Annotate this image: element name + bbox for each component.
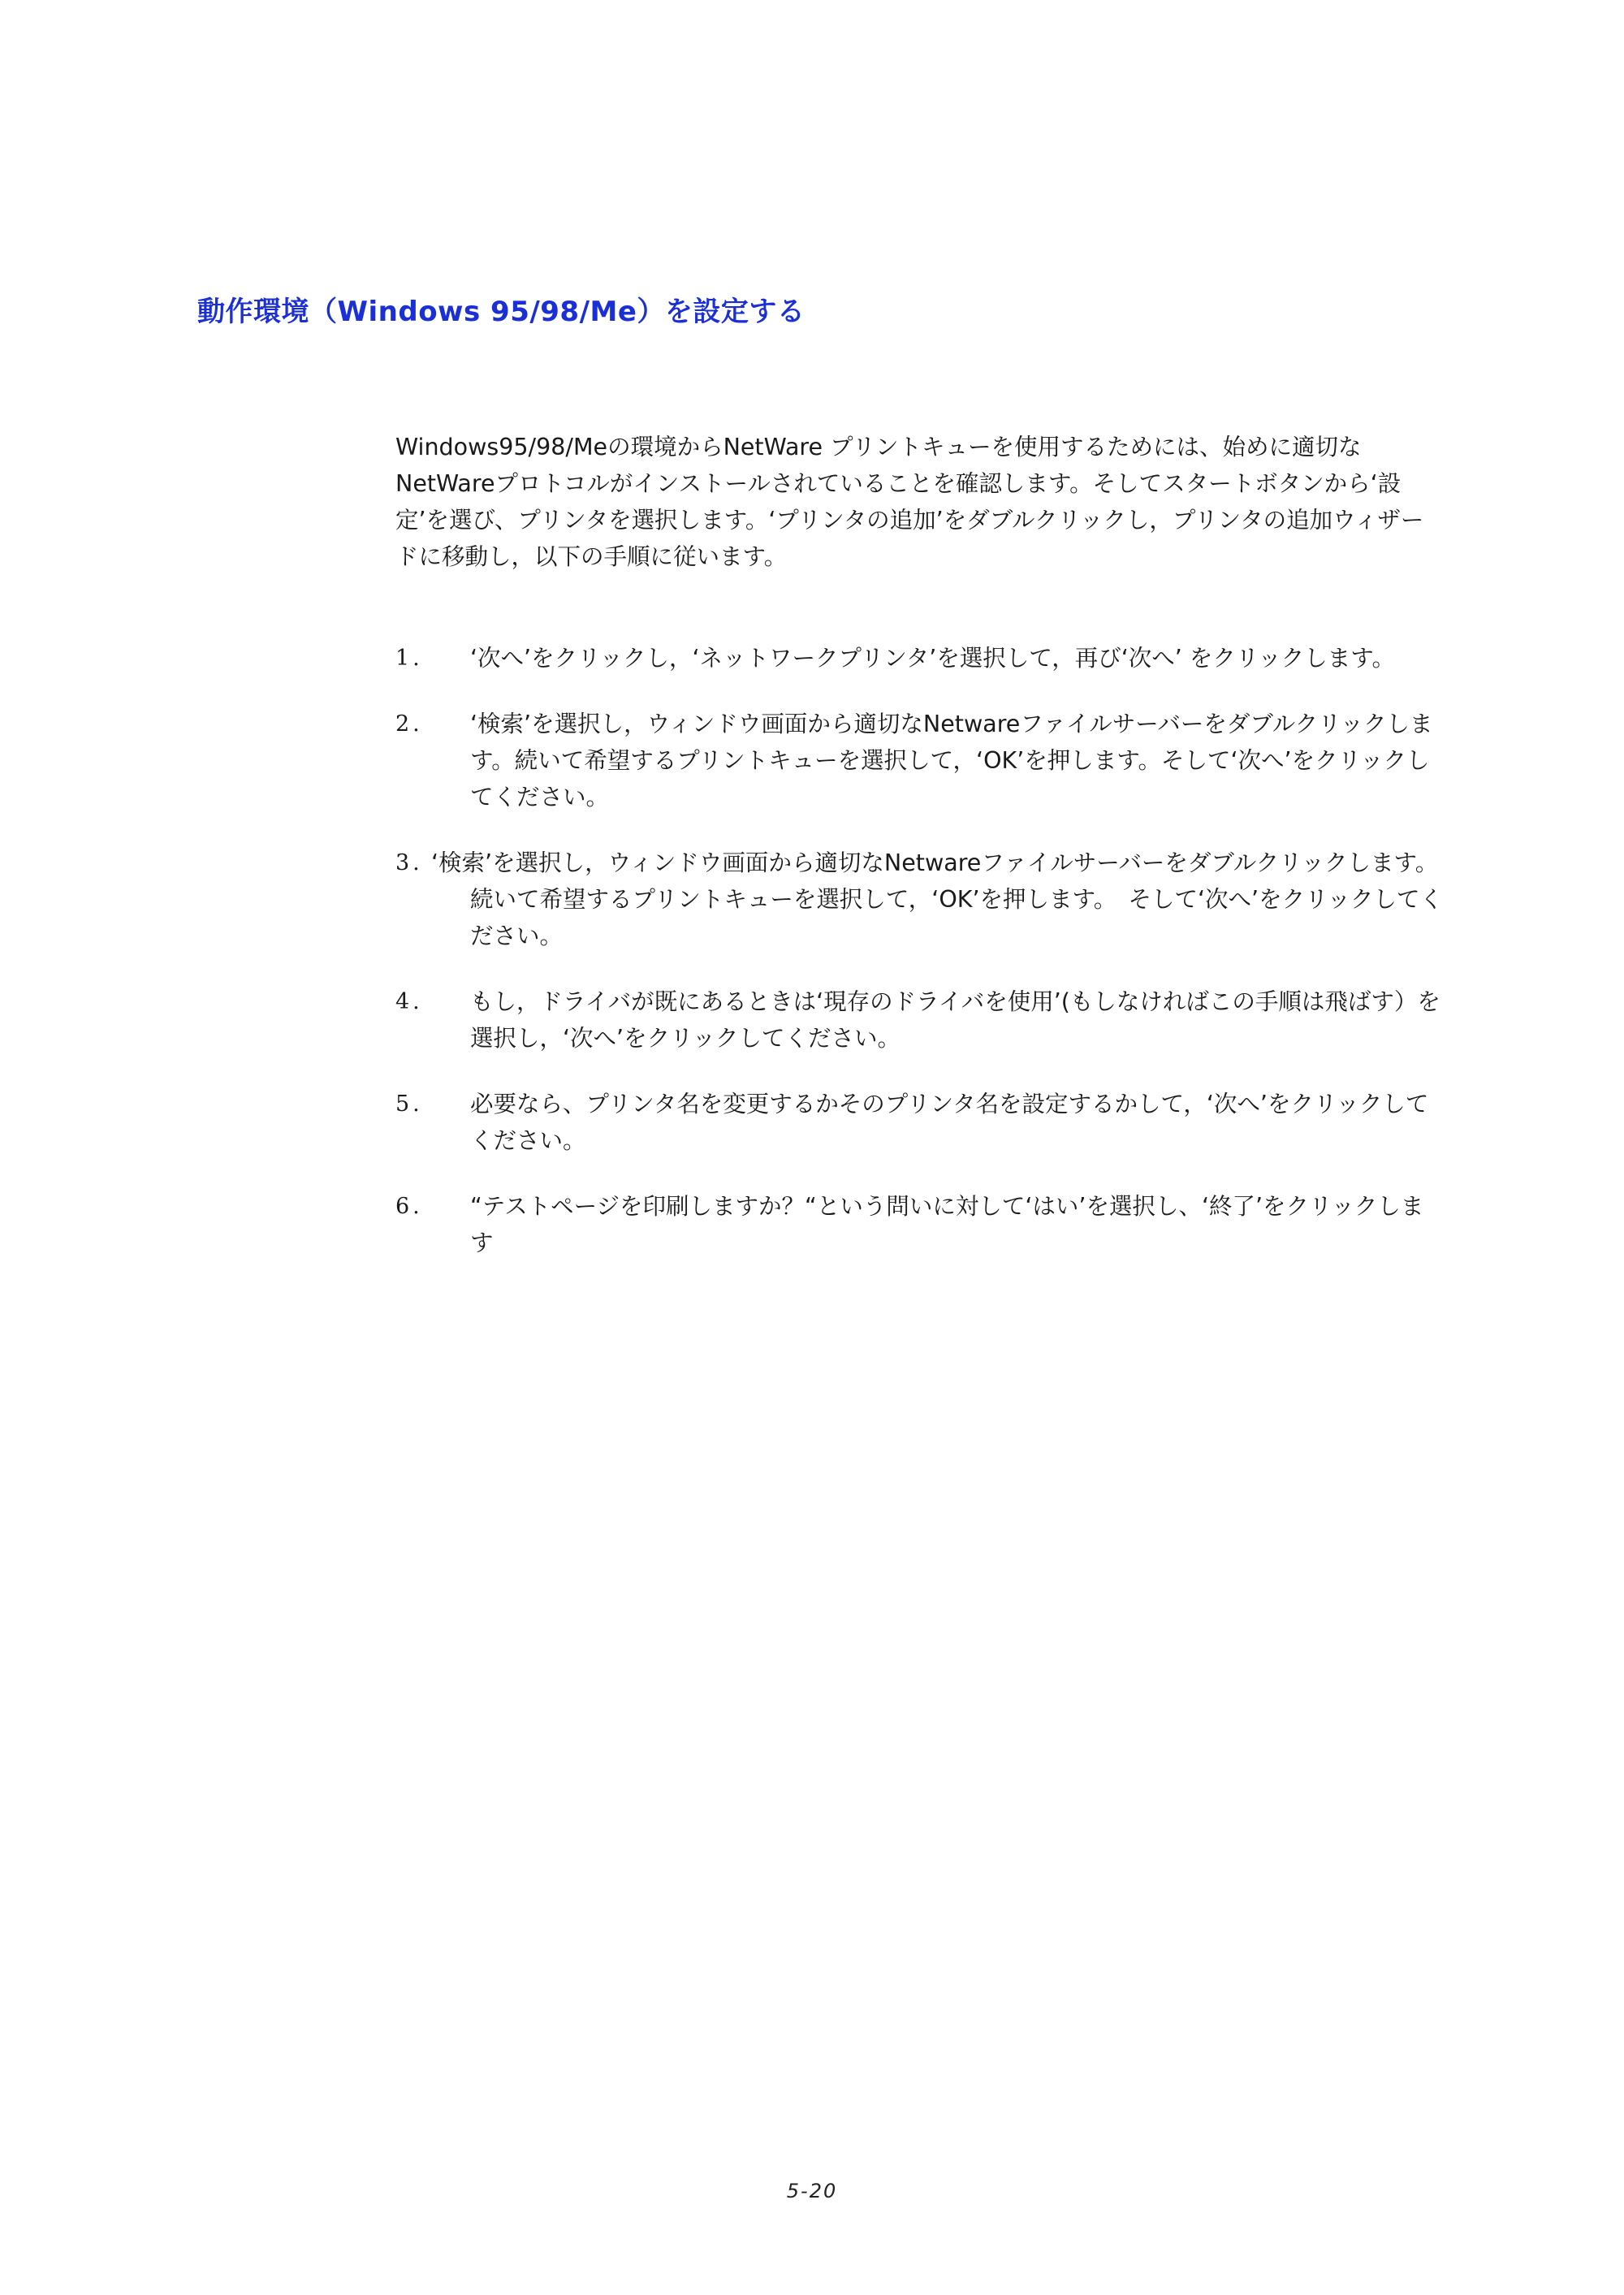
step-number: 6. <box>395 1194 423 1219</box>
step-number: 4. <box>395 989 423 1014</box>
intro-paragraph: Windows95/98/Meの環境からNetWare プリントキューを使用するためには、始めに適切なNetWareプロトコルがインストールされていることを確認します。そしてスタートボタンから‘設定’を選び、プリンタを選択します。‘プリンタの追加’をダブルクリックし，プリンタの追加ウィザードに移動し，以下の手順に従います。 <box>395 434 1424 570</box>
list-item <box>395 1086 1443 1159</box>
step-number: 1. <box>395 646 423 671</box>
list-item <box>395 845 1443 954</box>
step-text: ‘次へ’をクリックし，‘ネットワークプリンタ’を選択して，再び‘次へ’ をクリックします。 <box>470 645 1396 672</box>
step-text: 必要なら、プリンタ名を変更するかそのプリンタ名を設定するかして，‘次へ’をクリックしてください。 <box>470 1091 1429 1154</box>
step-text: ‘検索’を選択し，ウィンドウ画面から適切なNetwareファイルサーバーをダブルクリックします。続いて希望するプリントキューを選択して，‘OK’を押します。 そして‘次へ’をクリックしてください。 <box>431 849 1443 949</box>
list-item <box>395 983 1443 1057</box>
step-number: 3. <box>395 850 423 875</box>
list-item <box>395 1188 1443 1261</box>
list-item <box>395 640 1443 676</box>
step-text: もし，ドライバが既にあるときは‘現存のドライバを使用’(もしなければこの手順は飛ばす）を選択し，‘次へ’をクリックしてください。 <box>470 988 1440 1052</box>
steps-list <box>395 640 1443 1290</box>
step-number: 5. <box>395 1091 423 1117</box>
step-text: “テストページを印刷しますか？“という問いに対して‘はい’を選択し、‘終了’をクリックします <box>470 1193 1424 1256</box>
step-number: 2. <box>395 711 423 737</box>
page-number: 5-20 <box>786 2180 838 2202</box>
step-text: ‘検索’を選択し，ウィンドウ画面から適切なNetwareファイルサーバーをダブルクリックします。続いて希望するプリントキューを選択して，‘OK’を押します。そして‘次へ’をクリックしてください。 <box>470 711 1433 810</box>
section-heading: 動作環境（Windows 95/98/Me）を設定する <box>197 296 806 328</box>
list-item <box>395 706 1443 815</box>
